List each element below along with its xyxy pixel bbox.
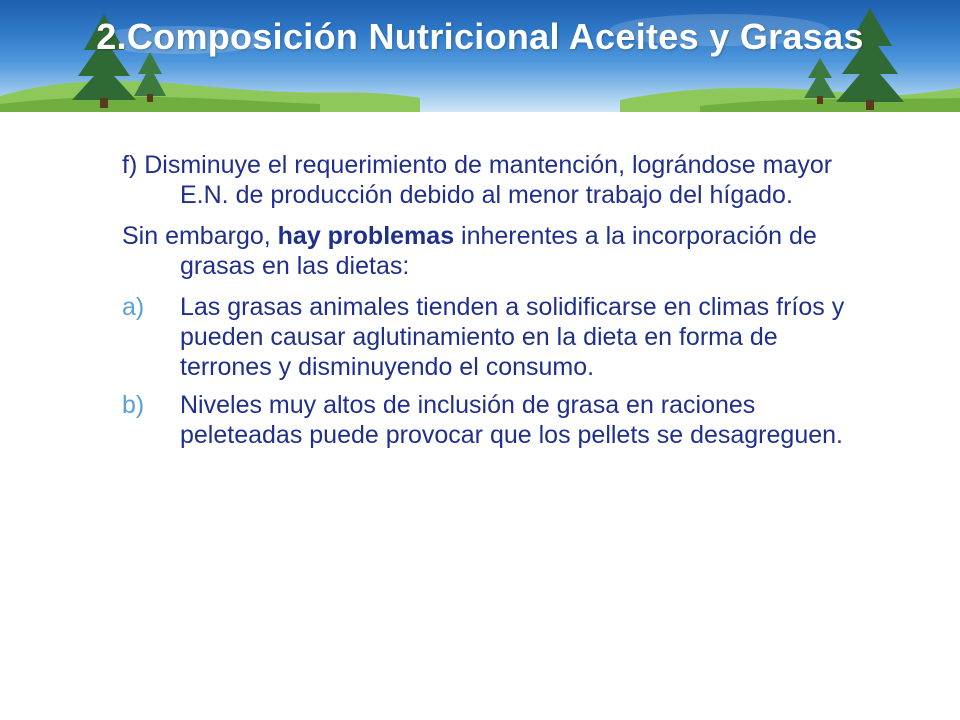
intro-after: inherentes a la incorporación de grasas en las dietas: [180, 222, 817, 280]
list-marker: b) [122, 391, 145, 419]
header-banner [0, 0, 960, 112]
point-f-text: Disminuye el requerimiento de mantención, lográndose mayor E.N. de producción debido al menor trabajo del hígado. [144, 151, 833, 209]
point-f [122, 150, 862, 210]
intro-paragraph [122, 221, 862, 281]
slide-title: 2.Composición Nutricional Aceites y Grasas [96, 16, 864, 57]
list-item-text: Niveles muy altos de inclusión de grasa en raciones peleteadas puede provocar que los pellets se desagreguen. [180, 391, 843, 449]
list-item-b [122, 390, 862, 450]
list-marker: a) [122, 293, 145, 321]
slide-body [122, 150, 862, 458]
list-item-a [122, 292, 862, 382]
intro-emphasis: hay problemas [277, 222, 455, 250]
list-item-text: Las grasas animales tienden a solidificarse en climas fríos y pueden causar aglutinamiento en la dieta en forma de terrones y disminuyendo el consumo. [180, 293, 845, 381]
intro-before: Sin embargo, [122, 222, 278, 250]
point-f-label: f) [122, 151, 138, 179]
